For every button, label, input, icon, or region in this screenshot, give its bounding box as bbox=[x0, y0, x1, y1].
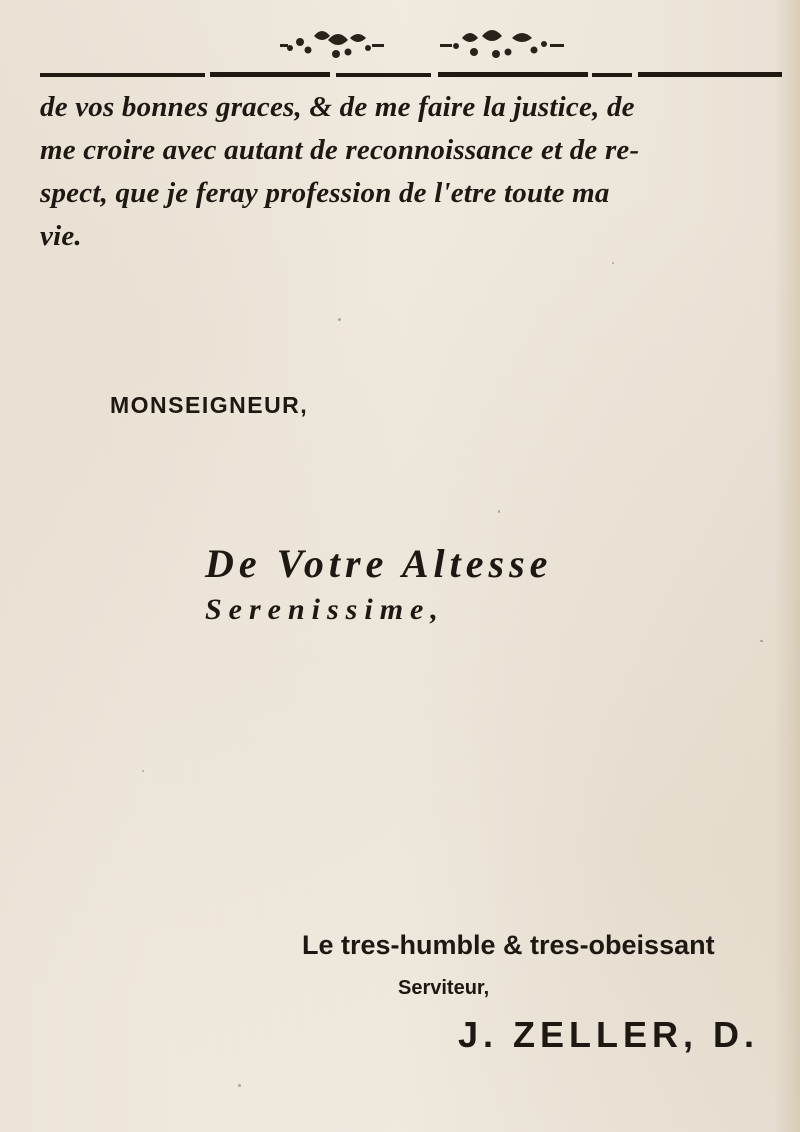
paper-speck bbox=[612, 262, 614, 264]
paragraph-line: spect, que je feray profession de l'etre toute ma bbox=[40, 177, 610, 209]
address-block bbox=[205, 540, 552, 632]
address-line-2: Serenissime, bbox=[205, 593, 445, 626]
paragraph-line: de vos bonnes graces, & de me faire la justice, de bbox=[40, 91, 635, 123]
paper-speck bbox=[760, 640, 763, 642]
divider-rule bbox=[40, 70, 782, 80]
servant-line: Serviteur, bbox=[398, 977, 490, 999]
ornament-left-icon bbox=[278, 22, 386, 66]
paragraph-line: vie. bbox=[40, 220, 82, 252]
closing-formula: Le tres-humble & tres-obeissant bbox=[302, 930, 715, 960]
paper-speck bbox=[142, 770, 144, 772]
body-paragraph bbox=[40, 86, 785, 258]
address-line-1: De Votre Altesse bbox=[205, 541, 553, 586]
paper-speck bbox=[498, 510, 500, 513]
signature: J. ZELLER, D. bbox=[458, 1014, 760, 1055]
paper-speck bbox=[238, 1084, 241, 1087]
salutation: MONSEIGNEUR, bbox=[110, 392, 309, 418]
paper-speck bbox=[338, 318, 341, 321]
paragraph-line: me croire avec autant de reconnoissance et de re- bbox=[40, 134, 640, 166]
ornament-right-icon bbox=[438, 22, 566, 66]
